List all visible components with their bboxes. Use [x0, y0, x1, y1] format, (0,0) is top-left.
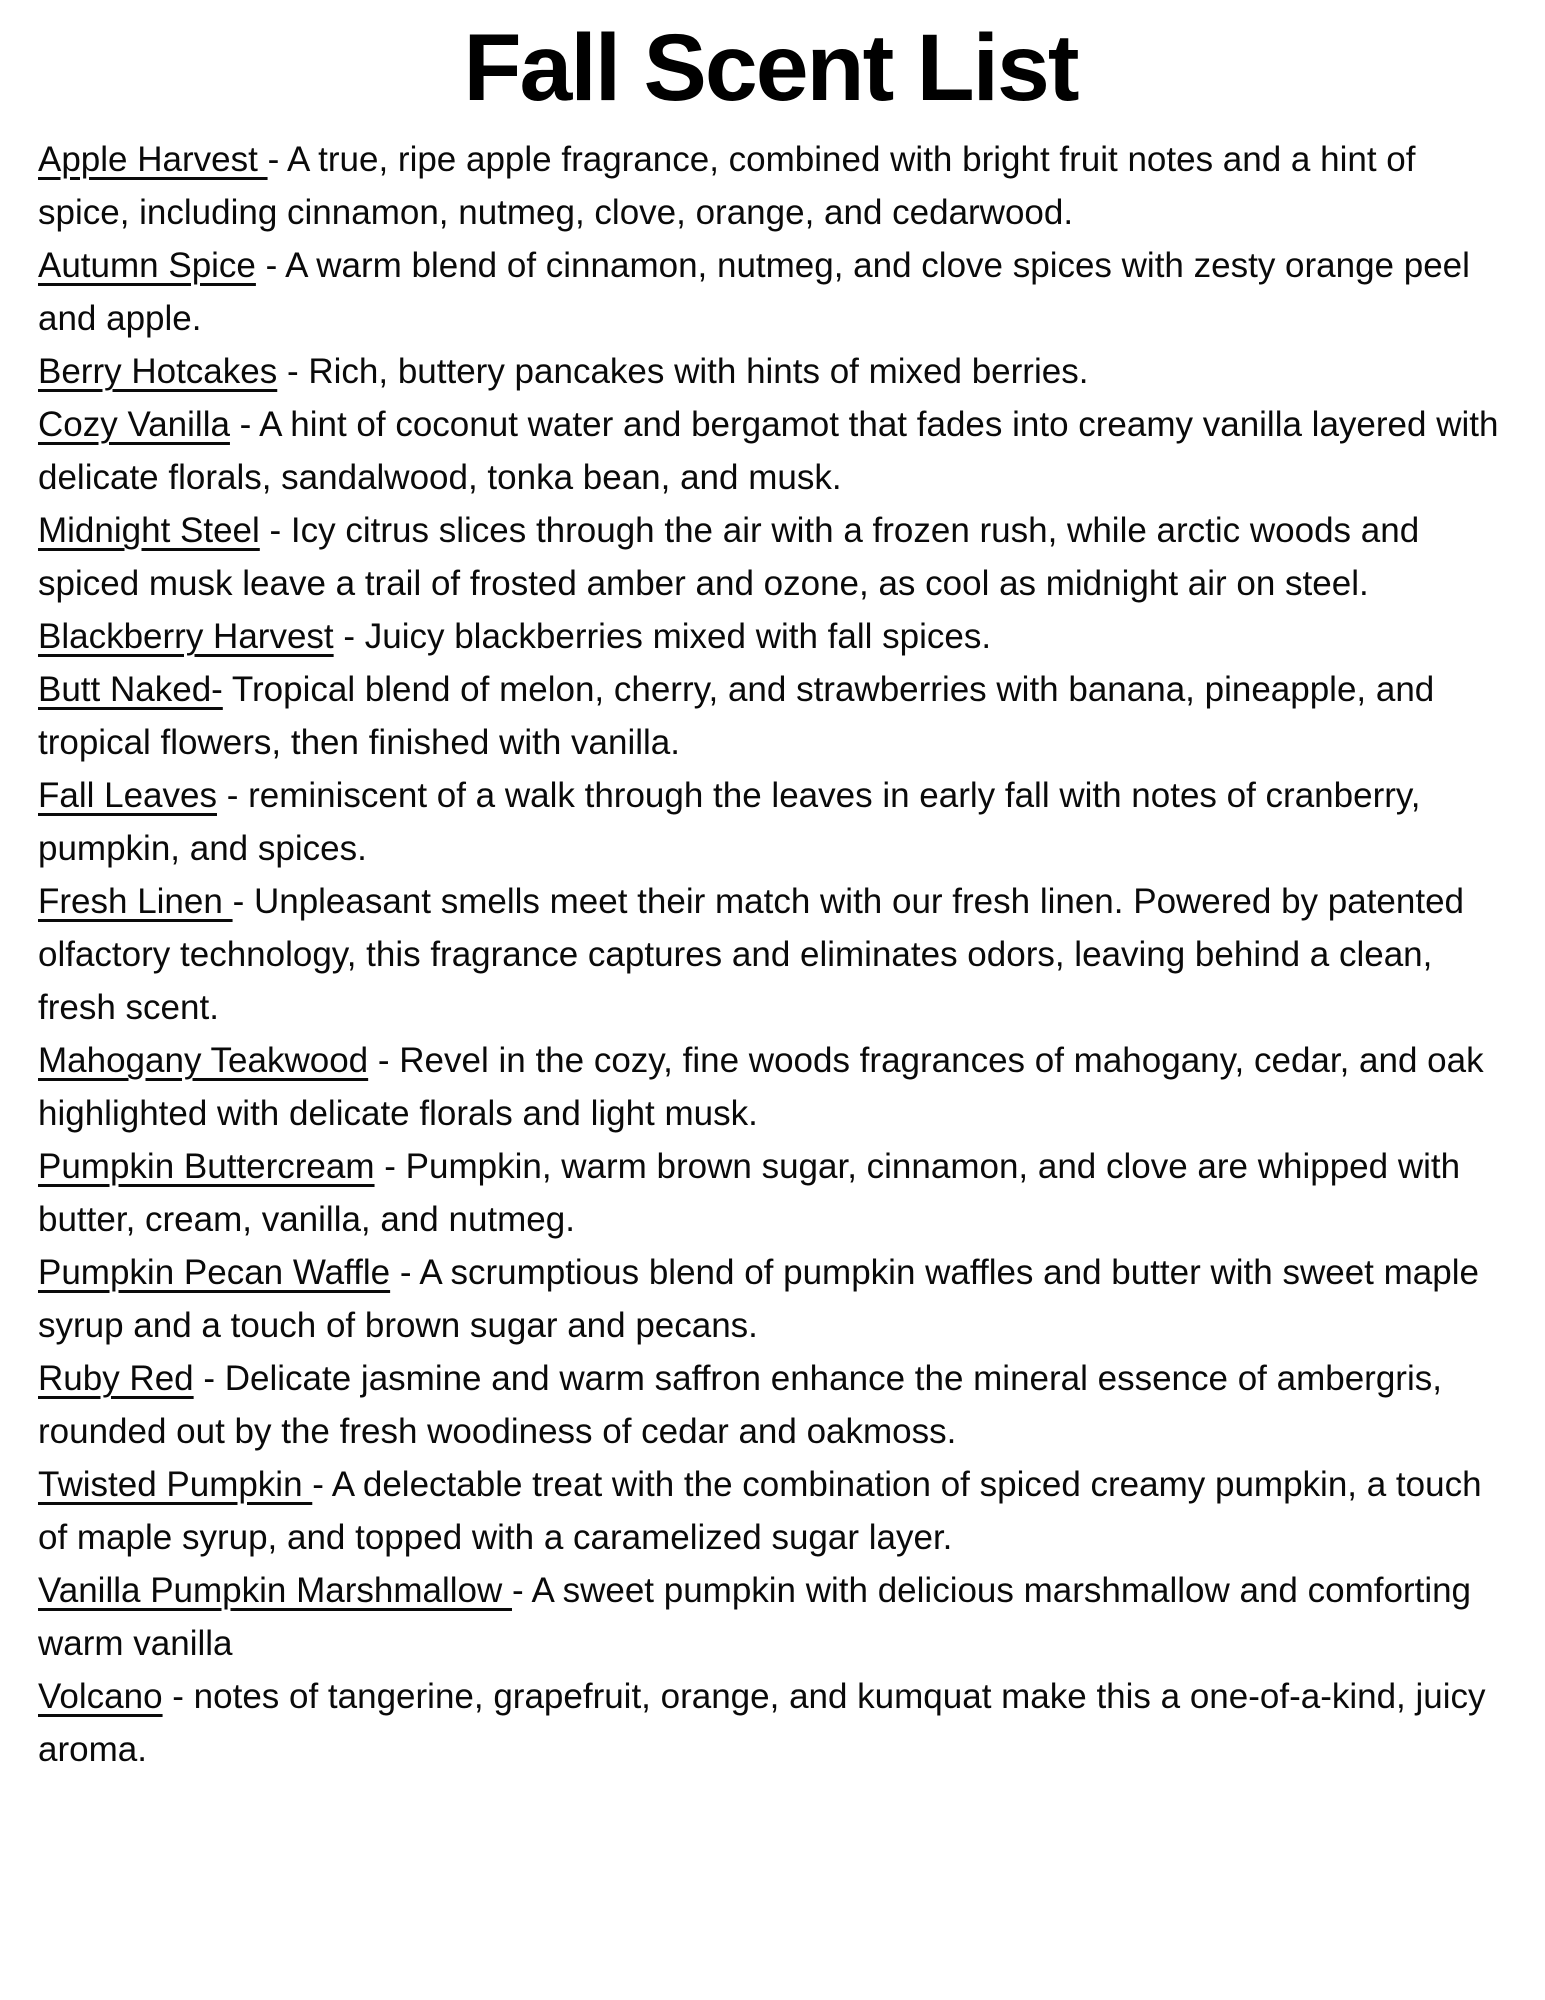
scent-entry	[38, 1034, 1503, 1140]
scent-entry	[38, 1564, 1503, 1670]
scent-entry	[38, 133, 1503, 239]
scent-separator: -	[229, 405, 260, 445]
scent-name: Fresh Linen	[38, 882, 233, 922]
scent-entry	[38, 610, 1503, 663]
scent-description: Unpleasant smells meet their match with our fresh linen. Powered by patented olfactory technology, this fragrance captures and eliminates odors, leaving behind a clean, fresh scent.	[38, 882, 1465, 1028]
scent-entry	[38, 398, 1503, 504]
scent-entry	[38, 239, 1503, 345]
scent-entry	[38, 875, 1503, 1034]
scent-name: Midnight Steel	[38, 511, 260, 551]
scent-separator: -	[333, 617, 365, 657]
scent-separator: -	[374, 1147, 406, 1187]
scent-name: Ruby Red	[38, 1359, 194, 1399]
scent-name: Cozy Vanilla	[38, 405, 230, 445]
scent-description: Icy citrus slices through the air with a frozen rush, while arctic woods and spiced musk leave a trail of frosted amber and ozone, as cool as midnight air on steel.	[38, 511, 1420, 604]
scent-name: Pumpkin Buttercream	[38, 1147, 375, 1187]
scent-description: Juicy blackberries mixed with fall spices.	[364, 617, 992, 657]
page-title: Fall Scent List	[463, 15, 1078, 121]
scent-entry	[38, 1458, 1503, 1564]
scent-separator: -	[216, 776, 249, 816]
scent-separator: -	[255, 246, 286, 286]
scent-separator: -	[368, 1041, 400, 1081]
scent-description: A sweet pumpkin with delicious marshmallow and comforting warm vanilla	[38, 1571, 1472, 1664]
scent-description: Rich, buttery pancakes with hints of mixed berries.	[308, 352, 1089, 392]
scent-description: A scrumptious blend of pumpkin waffles and butter with sweet maple syrup and a touch of brown sugar and pecans.	[38, 1253, 1479, 1346]
scent-separator: -	[162, 1677, 194, 1717]
scent-name: Autumn Spice	[38, 246, 256, 286]
scent-name: Blackberry Harvest	[38, 617, 334, 657]
scent-separator: -	[390, 1253, 420, 1293]
scent-description: A delectable treat with the combination of spiced creamy pumpkin, a touch of maple syrup, and topped with a caramelized sugar layer.	[38, 1465, 1482, 1558]
scent-name: Vanilla Pumpkin Marshmallow	[38, 1571, 512, 1611]
scent-entry	[38, 1140, 1503, 1246]
scent-entry	[38, 1670, 1503, 1776]
scent-separator: -	[277, 352, 309, 392]
scent-name: Butt Naked-	[38, 670, 223, 710]
scent-separator: -	[193, 1359, 225, 1399]
scent-separator: -	[259, 511, 291, 551]
scent-separator	[223, 670, 232, 709]
scent-entry	[38, 1246, 1503, 1352]
scent-name: Twisted Pumpkin	[38, 1465, 313, 1505]
scent-name: Fall Leaves	[38, 776, 217, 816]
scent-description: notes of tangerine, grapefruit, orange, and kumquat make this a one-of-a-kind, juicy aroma.	[38, 1677, 1486, 1770]
scent-entry	[38, 1352, 1503, 1458]
scent-description: A hint of coconut water and bergamot that fades into creamy vanilla layered with delicate florals, sandalwood, tonka bean, and musk.	[38, 405, 1499, 498]
scent-entry	[38, 769, 1503, 875]
scent-list	[38, 133, 1503, 1776]
scent-description: Tropical blend of melon, cherry, and strawberries with banana, pineapple, and tropical flowers, then finished with vanilla.	[38, 670, 1435, 763]
scent-description: Revel in the cozy, fine woods fragrances of mahogany, cedar, and oak highlighted with delicate florals and light musk.	[38, 1041, 1484, 1134]
scent-entry	[38, 345, 1503, 398]
scent-separator: -	[312, 1465, 332, 1505]
scent-description: Delicate jasmine and warm saffron enhance the mineral essence of ambergris, rounded out by the fresh woodiness of cedar and oakmoss.	[38, 1359, 1442, 1452]
scent-name: Mahogany Teakwood	[38, 1041, 369, 1081]
scent-name: Apple Harvest	[38, 140, 268, 180]
scent-name: Pumpkin Pecan Waffle	[38, 1253, 391, 1293]
scent-name: Berry Hotcakes	[38, 352, 278, 392]
scent-description: Pumpkin, warm brown sugar, cinnamon, and clove are whipped with butter, cream, vanilla, and nutmeg.	[38, 1147, 1461, 1240]
scent-entry	[38, 504, 1503, 610]
scent-description: A true, ripe apple fragrance, combined with bright fruit notes and a hint of spice, including cinnamon, nutmeg, clove, orange, and cedarwood.	[38, 140, 1416, 233]
scent-entry	[38, 663, 1503, 769]
scent-separator: -	[232, 882, 254, 922]
scent-description: reminiscent of a walk through the leaves in early fall with notes of cranberry, pumpkin, and spices.	[38, 776, 1421, 869]
scent-description: A warm blend of cinnamon, nutmeg, and clove spices with zesty orange peel and apple.	[38, 246, 1470, 339]
scent-name: Volcano	[38, 1677, 163, 1717]
scent-separator: -	[267, 140, 288, 180]
scent-separator: -	[511, 1571, 532, 1611]
